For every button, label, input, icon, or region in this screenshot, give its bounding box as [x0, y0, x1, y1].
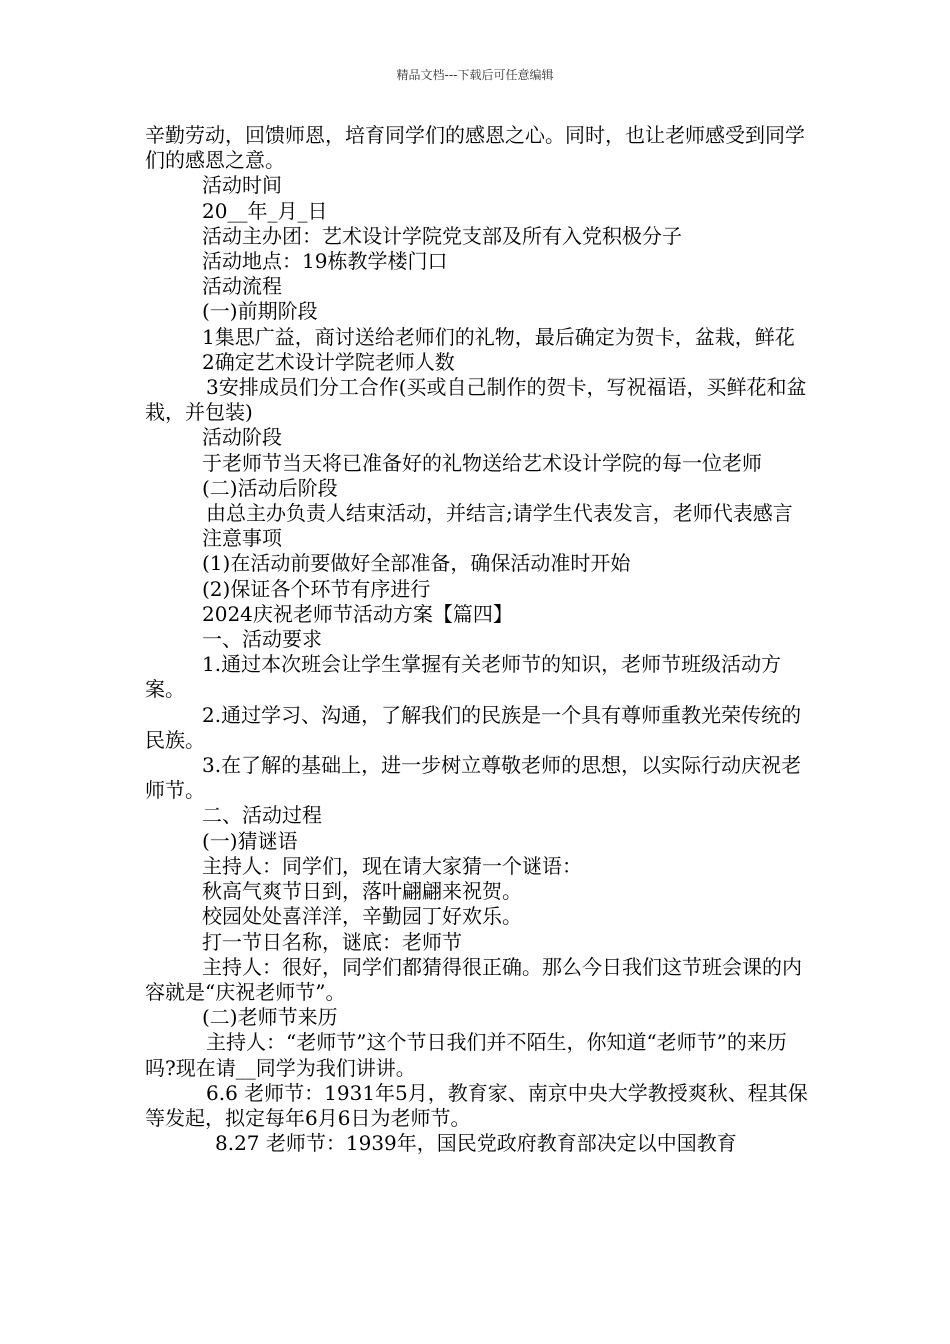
- paragraph: 2024庆祝老师节活动方案【篇四】: [202, 601, 513, 626]
- paragraph: 秋高气爽节日到，落叶翩翩来祝贺。: [202, 879, 522, 904]
- paragraph: (1)在活动前要做好全部准备，确保活动准时开始: [202, 551, 631, 576]
- paragraph: 二、活动过程: [202, 803, 322, 828]
- paragraph: 20__年_月_日: [202, 198, 328, 223]
- paragraph: 活动主办团：艺术设计学院党支部及所有入党积极分子: [202, 223, 682, 248]
- paragraph: 活动流程: [202, 274, 282, 299]
- paragraph: 主持人：“老师节”这个节日我们并不陌生，你知道“老师节”的来历吗?现在请__同学为我们讲讲。: [145, 1030, 787, 1080]
- paragraph: 6.6 老师节：1931年5月，教育家、南京中央大学教授爽秋、程其保等发起，拟定每年6月6日为老师节。: [145, 1080, 808, 1130]
- paragraph: 注意事项: [202, 526, 282, 551]
- paragraph: 打一节日名称，谜底：老师节: [202, 929, 462, 954]
- paragraph: 2.通过学习、沟通，了解我们的民族是一个具有尊师重教光荣传统的民族。: [145, 702, 802, 752]
- paragraph: 校园处处喜洋洋，辛勤园丁好欢乐。: [202, 904, 522, 929]
- paragraph: 一、活动要求: [202, 627, 322, 652]
- paragraph: (一)猜谜语: [202, 828, 298, 853]
- paragraph: 1集思广益，商讨送给老师们的礼物，最后确定为贺卡，盆栽，鲜花: [202, 324, 795, 349]
- paragraph: 主持人：同学们，现在请大家猜一个谜语：: [202, 853, 582, 878]
- paragraph: 活动地点：19栋教学楼门口: [202, 249, 448, 274]
- paragraph: 8.27 老师节：1939年，国民党政府教育部决定以中国教育: [215, 1131, 737, 1156]
- paragraph: 1.通过本次班会让学生掌握有关老师节的知识，老师节班级活动方案。: [145, 652, 782, 702]
- paragraph: 辛勤劳动，回馈师恩，培育同学们的感恩之心。同时，也让老师感受到同学们的感恩之意。: [145, 123, 805, 173]
- page-header: 精品文档---下载后可任意编辑: [396, 68, 554, 82]
- paragraph: (2)保证各个环节有序进行: [202, 576, 431, 601]
- paragraph: 3.在了解的基础上，进一步树立尊敬老师的思想，以实际行动庆祝老师节。: [145, 753, 802, 803]
- paragraph: 主持人：很好，同学们都猜得很正确。那么今日我们这节班会课的内容就是“庆祝老师节”。: [145, 954, 802, 1004]
- paragraph: 3安排成员们分工合作(买或自己制作的贺卡，写祝福语，买鲜花和盆栽，并包装): [145, 375, 807, 425]
- paragraph: 活动阶段: [202, 425, 282, 450]
- document-body: [145, 123, 815, 1156]
- paragraph: (二)活动后阶段: [202, 475, 338, 500]
- paragraph: 2确定艺术设计学院老师人数: [202, 349, 455, 374]
- paragraph: (一)前期阶段: [202, 299, 318, 324]
- paragraph: (二)老师节来历: [202, 1005, 338, 1030]
- paragraph: 于老师节当天将已准备好的礼物送给艺术设计学院的每一位老师: [202, 450, 762, 475]
- paragraph: 活动时间: [202, 173, 282, 198]
- paragraph: 由总主办负责人结束活动，并结言;请学生代表发言，老师代表感言: [206, 501, 793, 526]
